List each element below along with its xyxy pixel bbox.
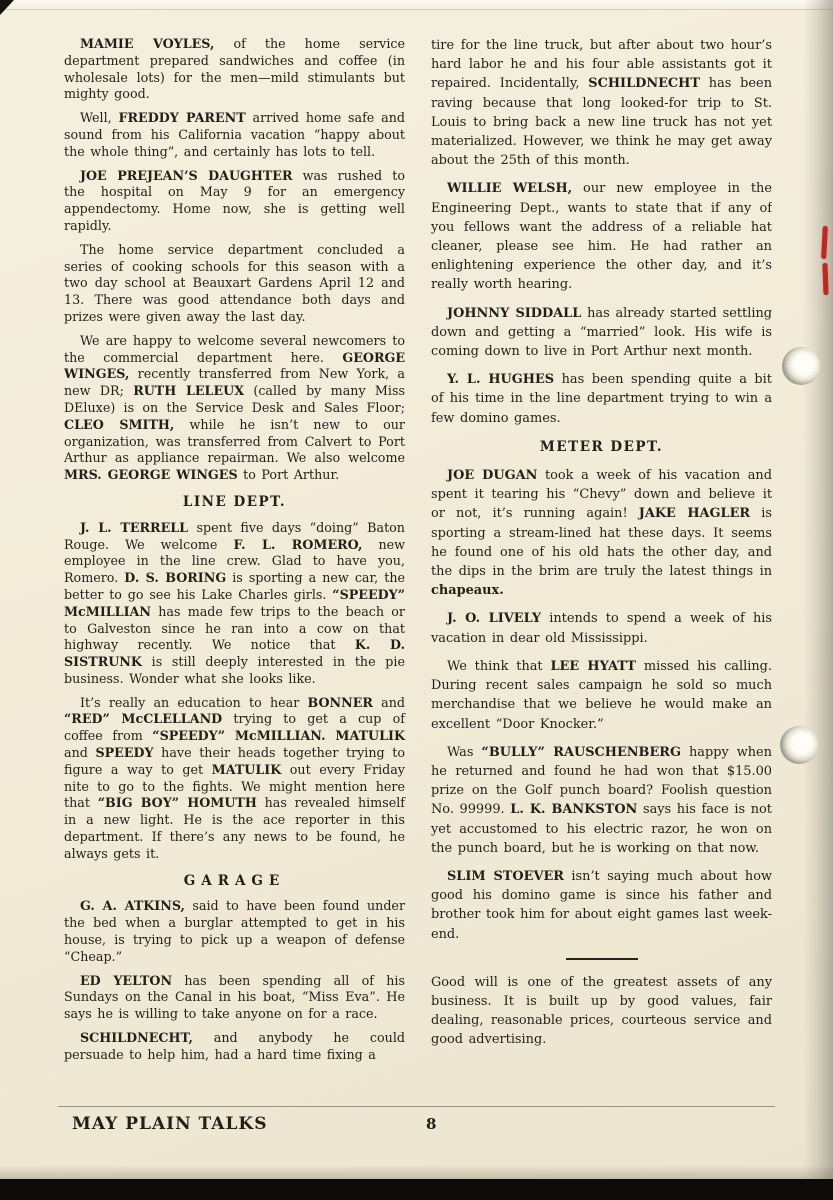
- punch-hole: [782, 347, 820, 385]
- paragraph: We think that LEE HYATT missed his calling. During recent sales campaign he sold so much merchandise that we believe he would make an excellent “Door Knocker.”: [431, 658, 772, 732]
- person-name: SCHILDNECHT,: [80, 1030, 193, 1046]
- paragraph: JOHNNY SIDDALL has already started settling down and getting a “married” look. His wife is coming down to live in Port Arthur next month.: [431, 305, 772, 360]
- person-name: D. S. BORING: [124, 570, 227, 586]
- person-name: WILLIE WELSH,: [447, 181, 573, 197]
- person-name: MATULIK: [211, 761, 282, 777]
- paragraph: tire for the line truck, but after about two hour’s hard labor he and his four able assistants got it repaired. Incidentally, SCHILDNECHT has been raving because that long looked-for trip to St. Louis to bring back a new line truck has not yet materialized. However, we think he may get away about the 25th of this month.: [431, 38, 772, 169]
- section-heading: GARAGE: [183, 872, 286, 889]
- section-heading: LINE DEPT.: [182, 493, 287, 510]
- paragraph: The home service department concluded a series of cooking schools for this season with a two day school at Beauxart Gardens April 12 and 13. There was good attendance both days and prizes were given away the last day.: [64, 241, 405, 324]
- footer: [58, 1106, 775, 1154]
- section-heading: METER DEPT.: [539, 438, 664, 455]
- paragraph: G. A. ATKINS, said to have been found under the bed when a burglar attempted to get in his house, is trying to pick up a weapon of defense “Cheap.”: [64, 898, 406, 964]
- person-name: RUTH LELEUX: [133, 383, 245, 399]
- paragraph: JOE PREJEAN’S DAUGHTER was rushed to the hospital on May 9 for an emergency appendectomy. Home now, she is getting well rapidly.: [64, 167, 405, 233]
- person-name: BONNER: [307, 694, 373, 710]
- person-name: “SPEEDY” McMILLIAN. MATULIK: [152, 728, 405, 744]
- person-name: CLEO SMITH,: [64, 416, 175, 432]
- paragraph: Y. L. HUGHES has been spending quite a bit of his time in the line department trying to win a few domino games.: [431, 372, 772, 426]
- person-name: “RED” McCLELLAND: [64, 711, 223, 727]
- article-body: [64, 36, 772, 1102]
- punch-hole: [780, 726, 818, 764]
- person-name: JOE PREJEAN’S DAUGHTER: [80, 167, 293, 183]
- divider-rule: [566, 958, 638, 960]
- paragraph: MAMIE VOYLES, of the home service department prepared sandwiches and coffee (in wholesale lots) for the men—mild stimulants but mighty good.: [64, 36, 405, 102]
- paragraph: WILLIE WELSH, our new employee in the Engineering Dept., wants to state that if any of you fellows want the address of a reliable hat cleaner, please see him. He had rather an enlightening experience the other day, and it’s really worth hearing.: [431, 181, 772, 293]
- person-name: SLIM STOEVER: [447, 868, 564, 884]
- paragraph: SCHILDNECHT, and anybody he could persuade to help him, had a hard time fixing a: [64, 1030, 405, 1062]
- paragraph: SLIM STOEVER isn’t saying much about how good his domino game is since his father and brother took him for about eight games last week-end.: [431, 868, 772, 942]
- person-name: J. O. LIVELY: [447, 611, 542, 627]
- person-name: GEORGE WINGES,: [64, 349, 405, 382]
- person-name: L. K. BANKSTON: [510, 802, 638, 818]
- right-scan-edge: [803, 0, 833, 1179]
- red-annotation-mark: [822, 263, 828, 295]
- person-name: MAMIE VOYLES,: [80, 36, 215, 51]
- paragraph: Was “BULLY” RAUSCHENBERG happy when he returned and found he had won that $15.00 prize on the Golf punch board? Foolish question No. 99999. L. K. BANKSTON says his face is not yet accustomed to his electric razor, he won on the punch board, but he is working on that now.: [431, 744, 772, 856]
- paragraph: J. O. LIVELY intends to spend a week of his vacation in dear old Mississippi.: [431, 611, 772, 646]
- person-name: LEE HYATT: [550, 658, 637, 674]
- person-name: F. L. ROMERO,: [233, 536, 363, 552]
- person-name: JOHNNY SIDDALL: [447, 305, 582, 321]
- person-name: “BULLY” RAUSCHENBERG: [481, 744, 681, 760]
- person-name: JOE DUGAN: [447, 468, 538, 484]
- paragraph: JOE DUGAN took a week of his vacation and spent it tearing his “Chevy” down and believe it or not, it’s running again! JAKE HAGLER is sporting a stream-lined hat these days. It seems he found one of his old hats the other day, and the dips in the brim are truly the latest things in chapeaux.: [431, 468, 772, 599]
- bottom-scan-edge: [0, 1179, 833, 1200]
- person-name: JAKE HAGLER: [638, 506, 751, 522]
- left-column: [64, 36, 405, 1102]
- paragraph: J. L. TERRELL spent five days “doing” Baton Rouge. We welcome F. L. ROMERO, new employee in the line crew. Glad to have you, Romero. D. S. BORING is sporting a new car, the better to go see his Lake Charles girls. “SPEEDY” McMILLIAN has made few trips to the beach or to Galveston since he ran into a cow on that highway recently. We notice that K. D. SISTRUNK is still deeply interested in the pie business. Wonder what she looks like.: [64, 519, 406, 686]
- person-name: K. D. SISTRUNK: [64, 637, 405, 670]
- paragraph: We are happy to welcome several newcomers to the commercial department here. GEORGE WINGES, recently transferred from New York, a new DR; RUTH LELEUX (called by many Miss DEluxe) is on the Service Desk and Sales Floor; CLEO SMITH, while he isn’t new to our organization, was transferred from Calvert to Port Arthur as appliance repairman. We also welcome MRS. GEORGE WINGES to Port Arthur.: [64, 332, 406, 483]
- newsletter-title: MAY PLAIN TALKS: [72, 1114, 268, 1134]
- person-name: Y. L. HUGHES: [447, 372, 555, 388]
- person-name: SCHILDNECHT: [588, 76, 700, 92]
- paragraph: ED YELTON has been spending all of his Sundays on the Canal in his boat, “Miss Eva”. He says he is willing to take anyone on for a race.: [64, 972, 406, 1022]
- person-name: J. L. TERRELL: [80, 519, 189, 535]
- page-number: 8: [426, 1115, 437, 1133]
- bottom-scan-shade: [0, 1165, 833, 1179]
- paragraph: Well, FREDDY PARENT arrived home safe and sound from his California vacation “happy about the whole thing”, and certainly has lots to tell.: [64, 110, 405, 159]
- paragraph: It’s really an education to hear BONNER and “RED” McCLELLAND trying to get a cup of coffee from “SPEEDY” McMILLIAN. MATULIK and SPEEDY have their heads together trying to figure a way to get MATULIK out every Friday nite to go to the fights. We might mention here that “BIG BOY” HOMUTH has revealed himself in a new light. He is the ace reporter in this department. If there’s any news to be found, he always gets it.: [64, 694, 405, 861]
- person-name: “SPEEDY” McMILLIAN: [64, 586, 405, 619]
- person-name: chapeaux.: [431, 583, 504, 599]
- person-name: ED YELTON: [80, 972, 173, 988]
- person-name: “BIG BOY” HOMUTH: [97, 795, 257, 811]
- right-column: [431, 36, 772, 1102]
- person-name: MRS. GEORGE WINGES: [64, 467, 238, 483]
- top-scan-edge: [0, 0, 833, 10]
- person-name: SPEEDY: [95, 745, 154, 761]
- person-name: FREDDY PARENT: [118, 110, 246, 126]
- person-name: G. A. ATKINS,: [80, 898, 185, 914]
- paragraph: Good will is one of the greatest assets of any business. It is built up by good values, fair dealing, reasonable prices, courteous service and good advertising.: [431, 974, 772, 1048]
